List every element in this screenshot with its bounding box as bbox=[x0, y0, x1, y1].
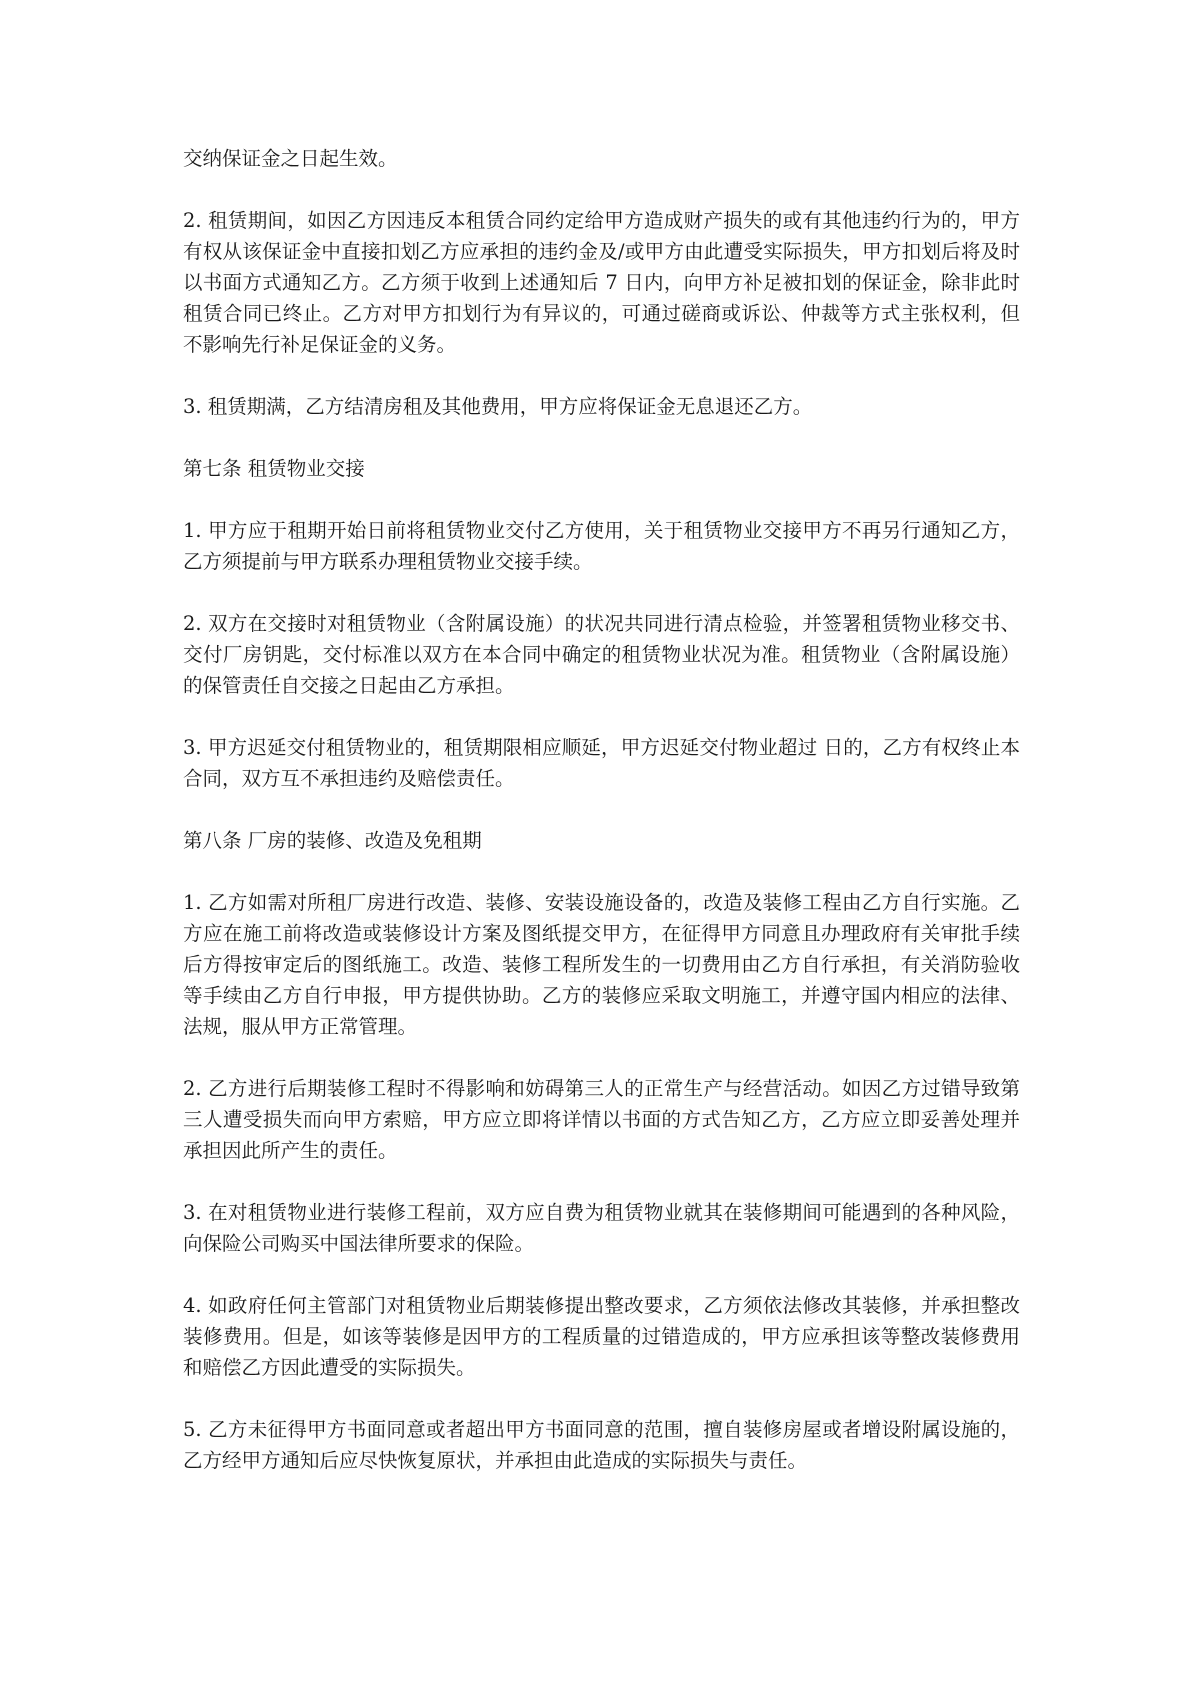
paragraph-handover-3: 3. 甲方迟延交付租赁物业的，租赁期限相应顺延，甲方迟延交付物业超过 日的，乙方有权终止本合同，双方互不承担违约及赔偿责任。 bbox=[183, 736, 1020, 790]
paragraph-renovation-2: 2. 乙方进行后期装修工程时不得影响和妨碍第三人的正常生产与经营活动。如因乙方过错导致第三人遭受损失而向甲方索赔，甲方应立即将详情以书面的方式告知乙方，乙方应立即妥善处理并承担因此所产生的责任。 bbox=[183, 1077, 1020, 1162]
paragraph-renovation-3: 3. 在对租赁物业进行装修工程前，双方应自费为租赁物业就其在装修期间可能遇到的各种风险，向保险公司购买中国法律所要求的保险。 bbox=[183, 1201, 1020, 1255]
paragraph-deposit-refund: 3. 租赁期满，乙方结清房租及其他费用，甲方应将保证金无息退还乙方。 bbox=[183, 395, 813, 418]
paragraph-handover-2: 2. 双方在交接时对租赁物业（含附属设施）的状况共同进行清点检验，并签署租赁物业移交书、交付厂房钥匙，交付标准以双方在本合同中确定的租赁物业状况为准。租赁物业（含附属设施）的保管责任自交接之日起由乙方承担。 bbox=[183, 612, 1020, 697]
paragraph-renovation-1: 1. 乙方如需对所租厂房进行改造、装修、安装设施设备的，改造及装修工程由乙方自行实施。乙方应在施工前将改造或装修设计方案及图纸提交甲方，在征得甲方同意且办理政府有关审批手续后方得按审定后的图纸施工。改造、装修工程所发生的一切费用由乙方自行承担，有关消防验收等手续由乙方自行申报，甲方提供协助。乙方的装修应采取文明施工，并遵守国内相应的法律、法规，服从甲方正常管理。 bbox=[183, 891, 1020, 1038]
paragraph-renovation-4: 4. 如政府任何主管部门对租赁物业后期装修提出整改要求，乙方须依法修改其装修，并承担整改装修费用。但是，如该等装修是因甲方的工程质量的过错造成的，甲方应承担该等整改装修费用和赔偿乙方因此遭受的实际损失。 bbox=[183, 1294, 1020, 1379]
section-heading-article-7: 第七条 租赁物业交接 bbox=[183, 457, 365, 480]
paragraph-renovation-5: 5. 乙方未征得甲方书面同意或者超出甲方书面同意的范围，擅自装修房屋或者增设附属设施的，乙方经甲方通知后应尽快恢复原状，并承担由此造成的实际损失与责任。 bbox=[183, 1418, 1020, 1472]
document-page bbox=[183, 143, 1020, 1507]
paragraph-deposit-effective: 交纳保证金之日起生效。 bbox=[183, 147, 398, 170]
paragraph-handover-1: 1. 甲方应于租期开始日前将租赁物业交付乙方使用，关于租赁物业交接甲方不再另行通知乙方，乙方须提前与甲方联系办理租赁物业交接手续。 bbox=[183, 519, 1020, 573]
paragraph-deposit-deduction: 2. 租赁期间，如因乙方因违反本租赁合同约定给甲方造成财产损失的或有其他违约行为的，甲方有权从该保证金中直接扣划乙方应承担的违约金及/或甲方由此遭受实际损失，甲方扣划后将及时以书面方式通知乙方。乙方须于收到上述通知后 7 日内，向甲方补足被扣划的保证金，除非此时租赁合同已终止。乙方对甲方扣划行为有异议的，可通过磋商或诉讼、仲裁等方式主张权利，但不影响先行补足保证金的义务。 bbox=[183, 209, 1020, 356]
section-heading-article-8: 第八条 厂房的装修、改造及免租期 bbox=[183, 829, 482, 852]
